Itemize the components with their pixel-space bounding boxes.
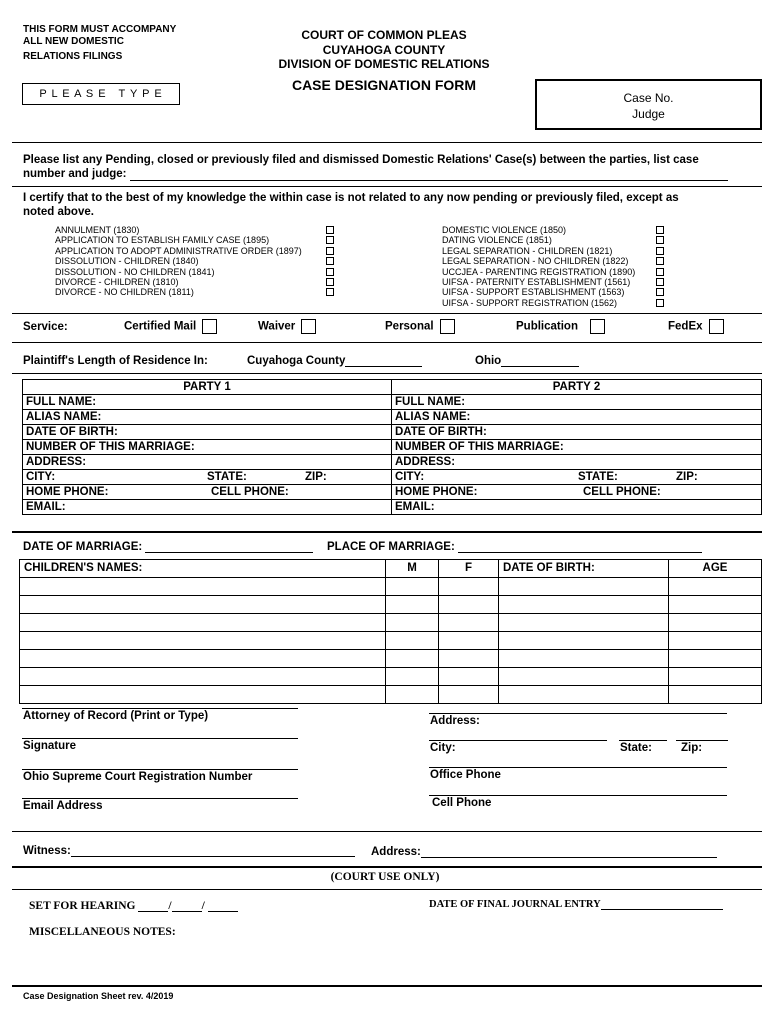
- party-2-city-row[interactable]: [392, 470, 762, 485]
- office-phone-line[interactable]: [429, 767, 727, 768]
- child-age-cell[interactable]: [669, 668, 762, 686]
- section-divider: [12, 866, 762, 868]
- child-dob-cell[interactable]: [499, 686, 669, 704]
- child-m-cell[interactable]: [386, 686, 439, 704]
- child-m-cell[interactable]: [386, 614, 439, 632]
- service-publication[interactable]: [516, 319, 605, 334]
- ohio-label: Ohio: [475, 355, 502, 367]
- state-line[interactable]: [619, 740, 667, 741]
- pending-cases-field[interactable]: [130, 168, 728, 181]
- child-f-cell[interactable]: [439, 578, 499, 596]
- section-divider: [12, 531, 762, 533]
- final-journal-entry-label: DATE OF FINAL JOURNAL ENTRY: [429, 899, 601, 910]
- waiver-label: Waiver: [258, 320, 296, 333]
- child-age-cell[interactable]: [669, 578, 762, 596]
- checkbox[interactable]: [326, 236, 334, 244]
- witness-field[interactable]: [71, 845, 355, 857]
- child-name-cell[interactable]: [20, 668, 386, 686]
- case-type-uccjea: UCCJEA - PARENTING REGISTRATION (1890): [442, 266, 636, 277]
- zip-line[interactable]: [676, 740, 728, 741]
- certification-statement: [23, 191, 679, 219]
- case-type-legal-separation-no-children: LEGAL SEPARATION - NO CHILDREN (1822): [442, 256, 629, 267]
- party-1-alias-name[interactable]: ALIAS NAME:: [23, 410, 392, 425]
- residence-label: Plaintiff's Length of Residence In:: [23, 355, 208, 367]
- notice-line-2: ALL NEW DOMESTIC: [23, 36, 124, 47]
- child-f-cell[interactable]: [439, 668, 499, 686]
- checkbox[interactable]: [326, 268, 334, 276]
- child-f-cell[interactable]: [439, 686, 499, 704]
- hearing-day-field[interactable]: [172, 900, 202, 912]
- fedex-checkbox[interactable]: [709, 319, 724, 334]
- child-age-cell[interactable]: [669, 614, 762, 632]
- email-label: Email Address: [23, 800, 103, 812]
- section-divider: [12, 342, 762, 343]
- children-table: [19, 559, 762, 704]
- attorney-record-label: Attorney of Record (Print or Type): [23, 710, 209, 722]
- child-dob-cell[interactable]: [499, 596, 669, 614]
- residence-county[interactable]: [247, 355, 422, 367]
- party-2-home-phone: HOME PHONE:: [395, 486, 478, 498]
- checkbox[interactable]: [656, 278, 664, 286]
- child-name-cell[interactable]: [20, 614, 386, 632]
- checkbox[interactable]: [326, 288, 334, 296]
- child-name-cell[interactable]: [20, 632, 386, 650]
- case-type-dating-violence: DATING VIOLENCE (1851): [442, 235, 552, 246]
- signature-line[interactable]: [22, 738, 298, 739]
- party-table: [22, 379, 762, 515]
- party-1-city: CITY:: [26, 471, 56, 483]
- service-certified-mail[interactable]: [124, 319, 217, 334]
- checkbox[interactable]: [326, 278, 334, 286]
- court-use-title: (COURT USE ONLY): [330, 871, 440, 883]
- fedex-label: FedEx: [668, 320, 703, 333]
- residence-ohio[interactable]: [475, 355, 579, 367]
- attorney-address-label: Address:: [430, 715, 480, 727]
- zip-label: Zip:: [681, 742, 703, 754]
- witness-label: Witness:: [23, 845, 71, 857]
- child-f-cell[interactable]: [439, 650, 499, 668]
- city-line[interactable]: [429, 740, 607, 741]
- office-phone-label: Office Phone: [430, 769, 501, 781]
- party-2-state: STATE:: [578, 471, 618, 483]
- header-divider: [12, 142, 762, 143]
- certified-mail-checkbox[interactable]: [202, 319, 217, 334]
- notice-line-1: THIS FORM MUST ACCOMPANY: [23, 24, 177, 35]
- party-1-email[interactable]: EMAIL:: [23, 500, 392, 515]
- checkbox[interactable]: [656, 299, 664, 307]
- table-row: [20, 668, 762, 686]
- table-row: [20, 614, 762, 632]
- table-row: [20, 632, 762, 650]
- table-row: [20, 686, 762, 704]
- case-type-divorce-children: DIVORCE - CHILDREN (1810): [55, 277, 179, 288]
- cell-phone-line[interactable]: [429, 795, 727, 796]
- child-dob-header: DATE OF BIRTH:: [499, 560, 669, 578]
- checkbox[interactable]: [656, 257, 664, 265]
- child-age-cell[interactable]: [669, 596, 762, 614]
- party-2-email[interactable]: EMAIL:: [392, 500, 762, 515]
- child-m-cell[interactable]: [386, 632, 439, 650]
- child-name-cell[interactable]: [20, 578, 386, 596]
- city-label: City:: [430, 742, 456, 754]
- age-header: AGE: [669, 560, 762, 578]
- revision-label: Case Designation Sheet rev. 4/2019: [23, 991, 174, 1001]
- case-type-dissolution-no-children: DISSOLUTION - NO CHILDREN (1841): [55, 266, 215, 277]
- child-name-cell[interactable]: [20, 686, 386, 704]
- set-for-hearing[interactable]: SET FOR HEARING / /: [29, 900, 238, 912]
- service-waiver[interactable]: [258, 319, 316, 334]
- case-types-right: [442, 225, 635, 308]
- date-of-marriage-label: DATE OF MARRIAGE:: [23, 541, 143, 553]
- case-types-left-checkboxes: [326, 225, 334, 298]
- checkbox[interactable]: [326, 257, 334, 265]
- section-divider: [12, 831, 762, 832]
- hearing-month-field[interactable]: [138, 900, 168, 912]
- child-m-cell[interactable]: [386, 650, 439, 668]
- child-dob-cell[interactable]: [499, 650, 669, 668]
- child-m-cell[interactable]: [386, 578, 439, 596]
- case-types-right-checkboxes: [656, 225, 664, 308]
- party-1-city-row[interactable]: [23, 470, 392, 485]
- child-f-cell[interactable]: [439, 614, 499, 632]
- checkbox[interactable]: [326, 226, 334, 234]
- child-name-cell[interactable]: [20, 650, 386, 668]
- witness-address-label: Address:: [371, 846, 421, 858]
- final-journal-entry[interactable]: [429, 899, 723, 910]
- ohio-field[interactable]: [501, 355, 579, 367]
- party-2-marriage-number[interactable]: NUMBER OF THIS MARRIAGE:: [392, 440, 762, 455]
- case-type-uifsa-support-establishment: UIFSA - SUPPORT ESTABLISHMENT (1563): [442, 287, 625, 298]
- pending-cases-text-2: number and judge:: [23, 168, 130, 180]
- signature-label: Signature: [23, 740, 77, 752]
- pending-cases-text: Please list any Pending, closed or previously filed and dismissed Domestic Relations' Case(s) between the parties, list case: [23, 154, 699, 166]
- party-1-state: STATE:: [207, 471, 247, 483]
- case-type-divorce-no-children: DIVORCE - NO CHILDREN (1811): [55, 287, 194, 298]
- place-of-marriage-label: PLACE OF MARRIAGE:: [327, 541, 455, 553]
- registration-label: Ohio Supreme Court Registration Number: [23, 771, 253, 783]
- child-f-cell[interactable]: [439, 632, 499, 650]
- child-age-cell[interactable]: [669, 650, 762, 668]
- email-line[interactable]: [22, 798, 298, 799]
- county-name: CUYAHOGA COUNTY: [322, 42, 446, 57]
- county-field[interactable]: [345, 355, 422, 367]
- party-1-address[interactable]: ADDRESS:: [23, 455, 392, 470]
- child-dob-cell[interactable]: [499, 668, 669, 686]
- checkbox[interactable]: [656, 247, 664, 255]
- section-divider: [12, 186, 762, 187]
- filing-notice: [23, 24, 176, 63]
- child-age-cell[interactable]: [669, 632, 762, 650]
- table-row: [20, 596, 762, 614]
- date-of-marriage-field[interactable]: [145, 541, 313, 553]
- female-header: F: [439, 560, 499, 578]
- case-no-label: Case No.: [623, 91, 674, 105]
- witness[interactable]: [23, 845, 355, 857]
- waiver-checkbox[interactable]: [301, 319, 316, 334]
- party-1-header: PARTY 1: [23, 380, 392, 395]
- hearing-year-field[interactable]: [208, 900, 238, 912]
- party-2-full-name[interactable]: FULL NAME:: [392, 395, 762, 410]
- personal-checkbox[interactable]: [440, 319, 455, 334]
- party-1-marriage-number[interactable]: NUMBER OF THIS MARRIAGE:: [23, 440, 392, 455]
- footer-divider: [12, 985, 762, 987]
- publication-checkbox[interactable]: [590, 319, 605, 334]
- personal-label: Personal: [385, 320, 434, 333]
- court-heading: [234, 28, 534, 72]
- child-dob-cell[interactable]: [499, 614, 669, 632]
- certify-line-2: noted above.: [23, 206, 94, 218]
- party-2-dob[interactable]: DATE OF BIRTH:: [392, 425, 762, 440]
- party-1-home-phone: HOME PHONE:: [26, 486, 109, 498]
- please-type-box: P L E A S E T Y P E: [22, 83, 180, 105]
- checkbox[interactable]: [326, 247, 334, 255]
- final-journal-entry-field[interactable]: [601, 899, 723, 910]
- table-row: [20, 650, 762, 668]
- set-for-hearing-label: SET FOR HEARING: [29, 900, 136, 912]
- male-header: M: [386, 560, 439, 578]
- form-title: CASE DESIGNATION FORM: [291, 77, 477, 93]
- party-1-cell-phone: CELL PHONE:: [211, 486, 289, 498]
- cell-phone-label: Cell Phone: [432, 797, 492, 809]
- case-type-dissolution-children: DISSOLUTION - CHILDREN (1840): [55, 256, 199, 267]
- party-2-phone-row[interactable]: [392, 485, 762, 500]
- notice-line-3: RELATIONS FILINGS: [23, 51, 123, 62]
- service-fedex[interactable]: [668, 319, 724, 334]
- certified-mail-label: Certified Mail: [124, 320, 197, 333]
- case-type-uifsa-paternity: UIFSA - PATERNITY ESTABLISHMENT (1561): [442, 277, 631, 288]
- party-2-cell-phone: CELL PHONE:: [583, 486, 661, 498]
- court-name: COURT OF COMMON PLEAS: [301, 28, 467, 42]
- case-type-annulment: ANNULMENT (1830): [55, 225, 140, 235]
- misc-notes-label: MISCELLANEOUS NOTES:: [29, 926, 176, 938]
- section-divider: [12, 373, 762, 374]
- child-m-cell[interactable]: [386, 668, 439, 686]
- attorney-record-line[interactable]: [22, 708, 298, 709]
- state-label: State:: [620, 742, 652, 754]
- child-age-cell[interactable]: [669, 686, 762, 704]
- service-personal[interactable]: [385, 319, 455, 334]
- case-type-establish-family: APPLICATION TO ESTABLISH FAMILY CASE (1895): [55, 235, 270, 246]
- party-2-alias-name[interactable]: ALIAS NAME:: [392, 410, 762, 425]
- child-m-cell[interactable]: [386, 596, 439, 614]
- checkbox[interactable]: [656, 226, 664, 234]
- publication-label: Publication: [516, 320, 578, 333]
- child-dob-cell[interactable]: [499, 632, 669, 650]
- case-type-domestic-violence: DOMESTIC VIOLENCE (1850): [442, 225, 567, 235]
- place-of-marriage-field[interactable]: [458, 541, 702, 553]
- party-2-city: CITY:: [395, 471, 425, 483]
- checkbox[interactable]: [656, 288, 664, 296]
- judge-label: Judge: [632, 107, 665, 121]
- party-1-zip: ZIP:: [305, 471, 327, 483]
- case-type-adopt-order: APPLICATION TO ADOPT ADMINISTRATIVE ORDER (1897): [55, 245, 302, 256]
- service-label: Service:: [23, 321, 68, 333]
- party-1-phone-row[interactable]: [23, 485, 392, 500]
- place-of-marriage[interactable]: [327, 541, 702, 553]
- party-2-zip: ZIP:: [676, 471, 698, 483]
- child-name-cell[interactable]: [20, 596, 386, 614]
- registration-line[interactable]: [22, 769, 298, 770]
- date-of-marriage[interactable]: [23, 541, 313, 553]
- case-number-box[interactable]: [535, 79, 762, 130]
- certify-line-1: I certify that to the best of my knowledge the within case is not related to any now pending or previously filed, except as: [23, 192, 679, 204]
- child-dob-cell[interactable]: [499, 578, 669, 596]
- case-type-uifsa-support-registration: UIFSA - SUPPORT REGISTRATION (1562): [442, 297, 618, 308]
- table-row: [20, 578, 762, 596]
- division-name: DIVISION OF DOMESTIC RELATIONS: [278, 57, 490, 71]
- witness-address[interactable]: [371, 846, 717, 858]
- attorney-address-line[interactable]: [429, 713, 727, 714]
- children-names-header: CHILDREN'S NAMES:: [20, 560, 386, 578]
- party-1-dob[interactable]: DATE OF BIRTH:: [23, 425, 392, 440]
- section-divider: [12, 313, 762, 314]
- pending-cases-section: [23, 153, 728, 181]
- case-types-left: [55, 225, 302, 298]
- child-f-cell[interactable]: [439, 596, 499, 614]
- case-type-legal-separation-children: LEGAL SEPARATION - CHILDREN (1821): [442, 245, 613, 256]
- party-2-address[interactable]: ADDRESS:: [392, 455, 762, 470]
- checkbox[interactable]: [656, 236, 664, 244]
- party-1-full-name[interactable]: FULL NAME:: [23, 395, 392, 410]
- section-divider: [12, 889, 762, 890]
- party-2-header: PARTY 2: [392, 380, 762, 395]
- county-label: Cuyahoga County: [247, 355, 346, 367]
- witness-address-field[interactable]: [421, 846, 717, 858]
- checkbox[interactable]: [656, 268, 664, 276]
